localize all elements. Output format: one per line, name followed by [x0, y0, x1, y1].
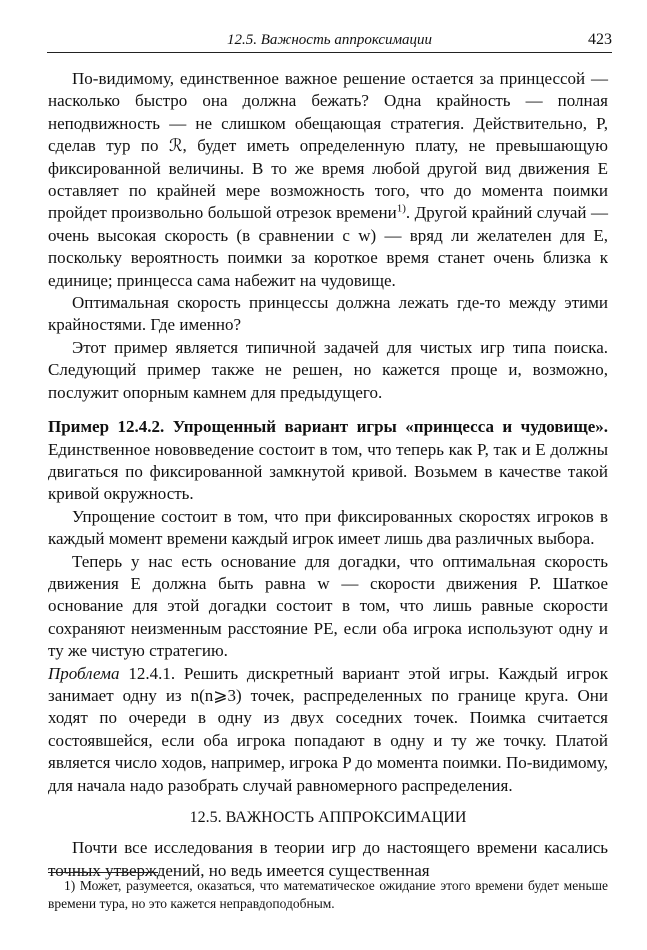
example-paragraph	[48, 416, 608, 506]
footnote-reference: 1)	[396, 202, 406, 215]
running-header	[47, 30, 612, 53]
footnote-mark: 1)	[64, 878, 76, 893]
page-number: 423	[588, 31, 612, 48]
footnote-text: Может, разумеется, оказаться, что математическое ожидание этого времени будет меньше времени тура, но это кажется неправдоподобным.	[48, 878, 608, 911]
paragraph-5: Теперь у нас есть основание для догадки, что оптимальная скорость движения E должна быть равна w — скорости движения P. Шаткое основание для этой догадки состоит в том, что лишь равные скорости сохраняют неизменным расстояние PE, если оба игрока используют одну и ту же чистую стратегию.	[48, 551, 608, 661]
paragraph-3: Этот пример является типичной задачей для чистых игр типа поиска. Следующий пример также не решен, но кажется проще и, возможно, послужит опорным камнем для предыдущего.	[48, 337, 608, 402]
footnote-paragraph	[48, 877, 608, 913]
problem-label: Проблема	[48, 663, 120, 683]
footnote	[48, 877, 608, 913]
footnote-divider	[48, 872, 158, 873]
problem-paragraph	[48, 663, 608, 797]
header-title: 12.5. Важность аппроксимации	[227, 32, 433, 48]
example-text: Единственное нововведение состоит в том, что теперь как P, так и E должны двигаться по фиксированной замкнутой кривой. Возьмем в качестве такой кривой окружность.	[48, 439, 608, 504]
paragraph-2: Оптимальная скорость принцессы должна лежать где-то между этими крайностями. Где именно?	[48, 293, 608, 335]
problem-text: 12.4.1. Решить дискретный вариант этой игры. Каждый игрок занимает одну из n(n⩾3) точек, распределенных по границе круга. Они ходят по очереди в одну из двух соседних точек. Поимка считается состоявшейся, если оба игрока попадают в одну и ту же точку. Платой является число ходов, например, игрока P до момента поимки. По-видимому, для начала надо разобрать случай равномерного распределения.	[48, 663, 608, 795]
paragraph-1-text: По-видимому, единственное важное решение остается за принцессой — насколько быстро она должна бежать? Одна крайность — полная неподвижность — не слишком обещающая стратегия. Действительно, P, сделав тур по ℛ, будет иметь определенную плату, не превышающую фиксированной величины. В то же время любой другой вид движения E оставляет по крайней мере возможность того, что до момента поимки пройдет произвольно большой отрезок времени	[48, 69, 608, 223]
paragraph-1	[48, 68, 608, 292]
section-heading: 12.5. ВАЖНОСТЬ АППРОКСИМАЦИИ	[189, 809, 467, 826]
paragraph-1-end: . Другой крайний случай — очень высокая скорость (в сравнении с w) — вряд ли желателен для E, поскольку вероятность поимки за короткое время станет очень близка к единице; принцесса сама набежит на чудовище.	[48, 203, 609, 290]
example-title: Пример 12.4.2. Упрощенный вариант игры «принцесса и чудовище».	[48, 417, 608, 437]
paragraph-4: Упрощение состоит в том, что при фиксированных скоростях игроков в каждый момент времени каждый игрок имеет лишь два различных выбора.	[48, 506, 608, 549]
paragraph-6: Почти все исследования в теории игр до настоящего времени касались точных утверждений, но ведь имеется существенная	[48, 838, 608, 880]
main-text	[48, 68, 608, 882]
